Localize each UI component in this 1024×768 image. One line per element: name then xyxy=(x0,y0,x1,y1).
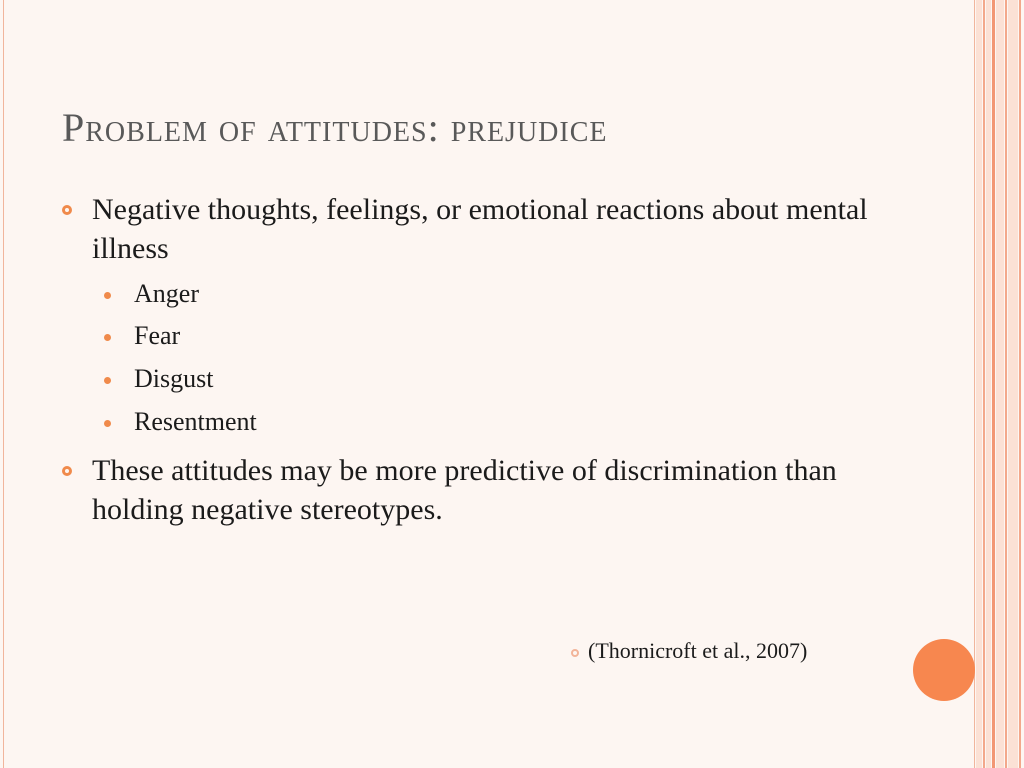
sub-bullet-text: Fear xyxy=(134,321,181,350)
decorative-stripe xyxy=(992,0,995,768)
bullet-text: Negative thoughts, feelings, or emotional reactions about mental illness xyxy=(92,193,868,265)
dot-bullet-icon xyxy=(104,334,111,341)
decorative-stripe xyxy=(983,0,985,768)
bullet-item xyxy=(62,451,892,529)
dot-bullet-icon xyxy=(104,292,111,299)
dot-bullet-icon xyxy=(104,420,111,427)
citation-text: (Thornicroft et al., 2007) xyxy=(588,638,808,663)
decorative-circle xyxy=(913,639,975,701)
sub-bullet-text: Anger xyxy=(134,279,199,308)
citation xyxy=(571,638,807,664)
sub-bullet-text: Disgust xyxy=(134,364,214,393)
ring-bullet-icon xyxy=(62,205,72,215)
decorative-stripe xyxy=(1005,0,1007,768)
decorative-stripe xyxy=(1008,0,1018,768)
slide-title: Problem of attitudes: prejudice xyxy=(62,105,608,150)
decorative-stripe xyxy=(976,0,982,768)
sub-bullet-item xyxy=(104,279,199,309)
sub-bullet-item xyxy=(104,407,257,437)
decorative-stripe xyxy=(986,0,991,768)
ring-bullet-icon xyxy=(571,649,579,657)
decorative-stripe xyxy=(1019,0,1021,768)
ring-bullet-icon xyxy=(62,466,72,476)
sub-bullet-item xyxy=(104,364,213,394)
sub-bullet-text: Resentment xyxy=(134,407,257,436)
bullet-text: These attitudes may be more predictive of discrimination than holding negative stereotypes. xyxy=(92,454,837,526)
bullet-item xyxy=(62,190,892,268)
sub-bullet-item xyxy=(104,321,180,351)
decorative-stripe xyxy=(996,0,1004,768)
dot-bullet-icon xyxy=(104,377,111,384)
